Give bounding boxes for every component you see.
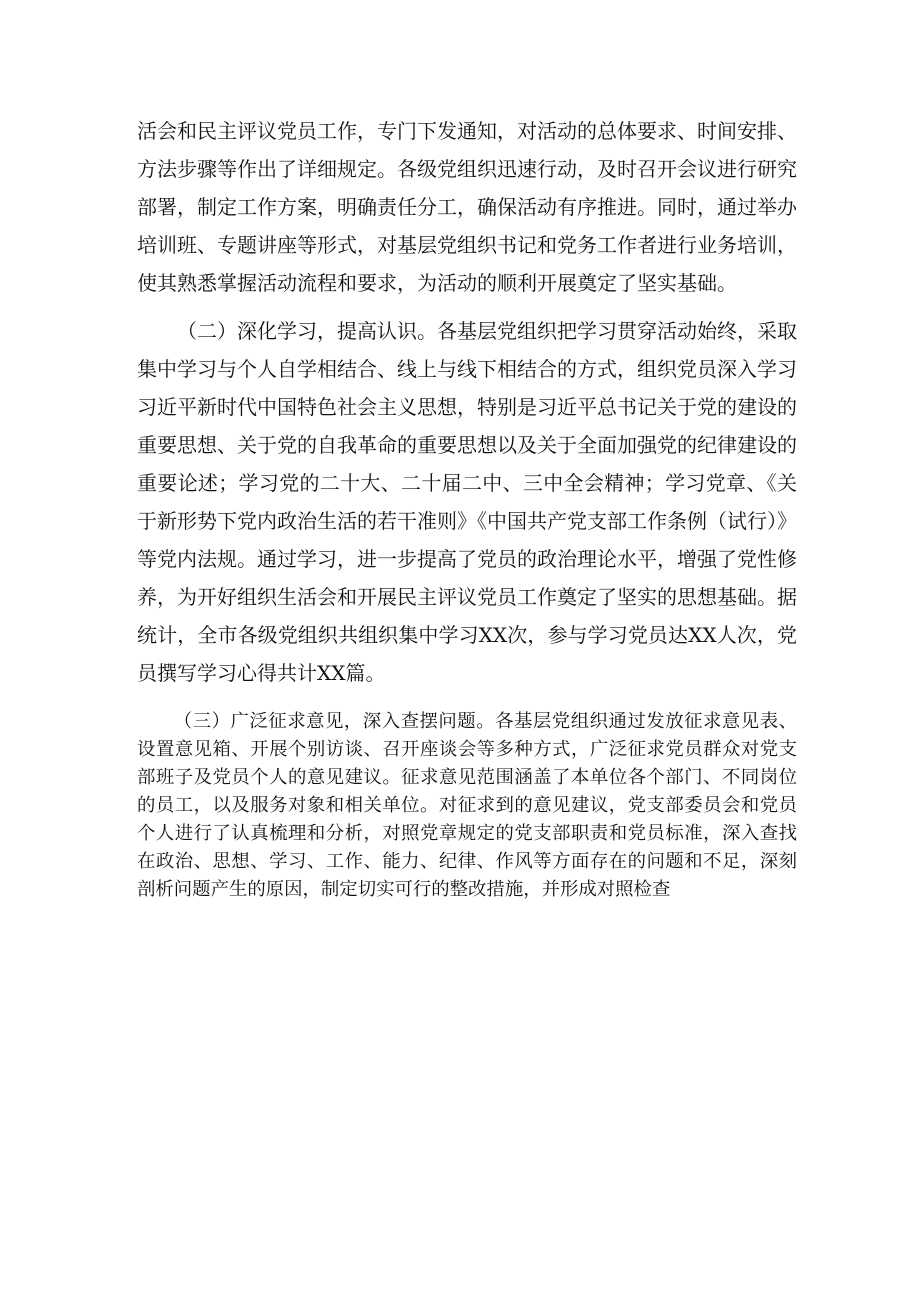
paragraph-continued: 活会和民主评议党员工作，专门下发通知，对活动的总体要求、时间安排、方法步骤等作出了详细规定。各级党组织迅速行动，及时召开会议进行研究部署，制定工作方案，明确责任分工，确保活动有序推进。同时，通过举办培训班、专题讲座等形式，对基层党组织书记和党务工作者进行业务培训，使其熟悉掌握活动流程和要求，为活动的顺利开展奠定了坚实基础。 [137,119,797,295]
document-body [137,112,797,904]
paragraph-section-3: （三）广泛征求意见，深入查摆问题。各基层党组织通过发放征求意见表、设置意见箱、开展个别访谈、召开座谈会等多种方式，广泛征求党员群众对党支部班子及党员个人的意见建议。征求意见范围涵盖了本单位各个部门、不同岗位的员工，以及服务对象和相关单位。对征求到的意见建议，党支部委员会和党员个人进行了认真梳理和分析，对照党章规定的党支部职责和党员标准，深入查找在政治、思想、学习、工作、能力、纪律、作风等方面存在的问题和不足，深刻剖析问题产生的原因，制定切实可行的整改措施，并形成对照检查 [137,711,797,900]
paragraph-section-2: （二）深化学习，提高认识。各基层党组织把学习贯穿活动始终，采取集中学习与个人自学相结合、线上与线下相结合的方式，组织党员深入学习习近平新时代中国特色社会主义思想，特别是习近平总书记关于党的建设的重要思想、关于党的自我革命的重要思想以及关于全面加强党的纪律建设的重要论述；学习党的二十大、二十届二中、三中全会精神；学习党章、《关于新形势下党内政治生活的若干准则》《中国共产党支部工作条例（试行）》等党内法规。通过学习，进一步提高了党员的政治理论水平，增强了党性修养，为开好组织生活会和开展民主评议党员工作奠定了坚实的思想基础。据统计，全市各级党组织共组织集中学习XX次，参与学习党员达XX人次，党员撰写学习心得共计XX篇。 [137,319,797,685]
